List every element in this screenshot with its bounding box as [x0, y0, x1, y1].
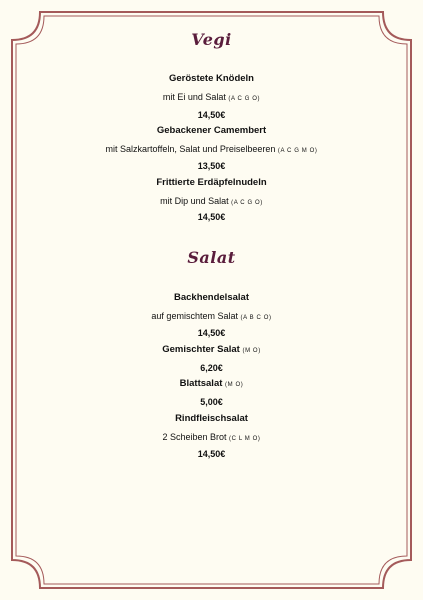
item-name-text: Blattsalat — [179, 378, 223, 389]
item-desc-text: auf gemischtem Salat — [151, 311, 238, 321]
item-name: Backhendelsalat — [174, 292, 249, 303]
item-desc-text: mit Dip und Salat — [160, 196, 229, 206]
item-price: 13,50€ — [197, 161, 226, 171]
item-desc-text: 2 Scheiben Brot — [162, 432, 227, 442]
item-name: Geröstete Knödeln — [169, 73, 254, 84]
allergen-codes: (A B C O) — [240, 315, 272, 321]
allergen-codes: (A C G O) — [228, 96, 261, 102]
item-price: 14,50€ — [197, 328, 226, 338]
allergen-codes: (C L M O) — [229, 436, 261, 442]
item-description — [0, 310, 423, 324]
item-price: 14,50€ — [197, 110, 226, 120]
item-price: 14,50€ — [197, 449, 226, 459]
item-description — [0, 91, 423, 105]
item-description — [0, 195, 423, 209]
item-name-text: Gemischter Salat — [162, 344, 240, 355]
section-title-vegi: Vegi — [191, 30, 232, 49]
item-price: 6,20€ — [200, 363, 223, 373]
item-price: 5,00€ — [200, 397, 223, 407]
allergen-codes: (A C G O) — [231, 200, 263, 206]
allergen-codes: (M O) — [242, 348, 261, 354]
item-name: Gebackener Camembert — [156, 125, 267, 136]
section-title-salat: Salat — [187, 248, 236, 267]
item-desc-text: mit Salzkartoffeln, Salat und Preiselbeeren — [105, 144, 276, 154]
item-price: 14,50€ — [197, 212, 226, 222]
item-name: Rindfleischsalat — [175, 413, 248, 424]
item-description — [0, 143, 423, 157]
item-description — [0, 431, 423, 445]
item-name — [0, 344, 423, 357]
allergen-codes: (A C G M O) — [277, 148, 318, 154]
item-desc-text: mit Ei und Salat — [162, 92, 226, 102]
item-name: Frittierte Erdäpfelnudeln — [156, 177, 267, 188]
item-name — [0, 378, 423, 391]
allergen-codes: (M O) — [225, 382, 244, 388]
